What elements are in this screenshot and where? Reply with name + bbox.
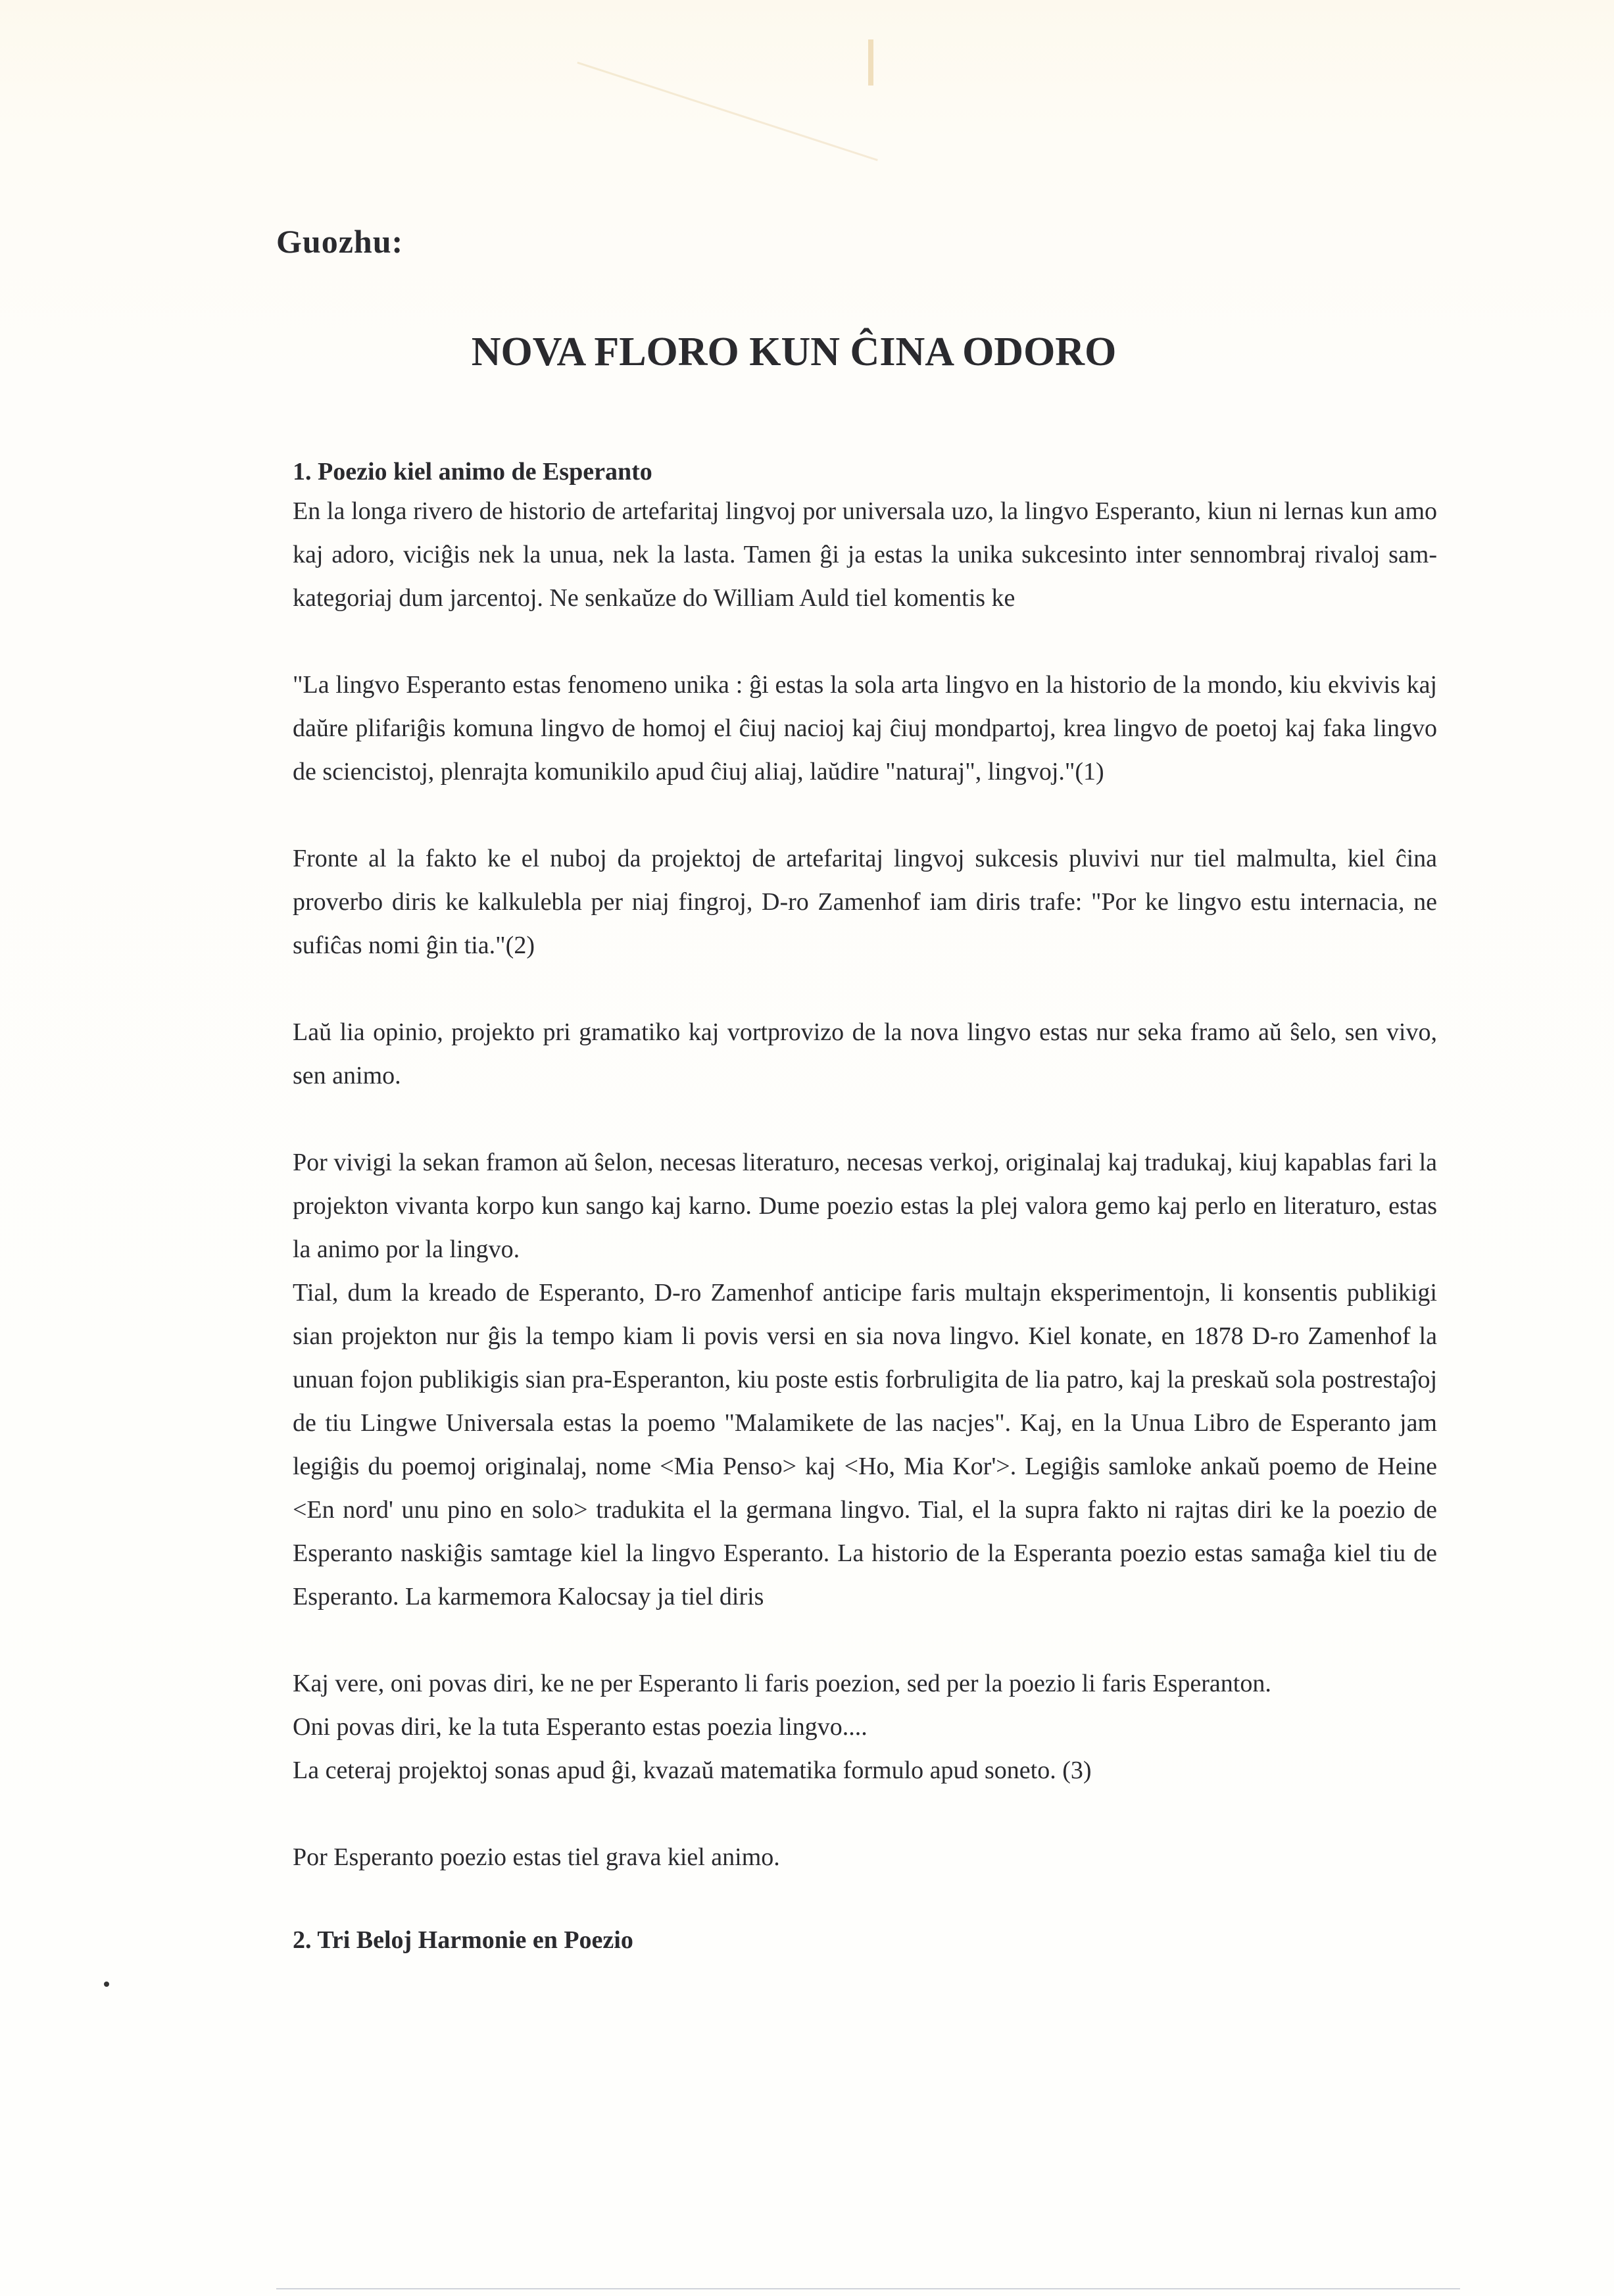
kalocsay-quote [293,1662,1437,1792]
spacer [293,1792,1437,1835]
paragraph-opinion: Laŭ lia opinio, projekto pri gramatiko kaj vortprovizo de la nova lingvo estas nur seka framo aŭ ŝelo, sen vivo, sen animo. [293,1018,1437,1089]
spacer [293,967,1437,1011]
spacer [293,1618,1437,1662]
paragraph-zamenhof-quote: Fronte al la fakto ke el nuboj da projektoj de artefaritaj lingvoj sukcesis pluvivi nur tiel malmulta, kiel ĉina proverbo diris ke kalkulebla per niaj fingroj, D-ro Zamenhof iam diris trafe: "Por ke lingvo estu internacia, ne sufiĉas nomi ĝin tia."(2) [293,845,1437,959]
section-1-intro: En la longa rivero de historio de artefaritaj lingvoj por universala uzo, la lingvo Esperanto, kiun ni lernas kun amo kaj adoro, viciĝis nek la unua, nek la lasta. Tamen ĝi ja estas la unika sukcesinto inter sennombraj rivaloj sam-kategoriaj dum jarcentoj. Ne senkaŭze do William Auld tiel komentis ke [293,497,1437,612]
kalocsay-quote-line: Oni povas diri, ke la tuta Esperanto estas poezia lingvo.... [293,1713,868,1741]
paper-stain-mark [868,39,873,86]
section-1-heading: 1. Poezio kiel animo de Esperanto [293,458,652,486]
document-title: NOVA FLORO KUN ĈINA ODORO [471,330,1117,374]
page-edge-line [276,2288,1460,2289]
paragraph-history: Tial, dum la kreado de Esperanto, D-ro Zamenhof anticipe faris multajn eksperimentojn, li konsentis publikigi sian projekton nur ĝis la tempo kiam li povis versi en sia nova lingvo. Kiel konate, en 1878 D-ro Zamenhof la unuan fojon publikigis sian pra-Esperanton, kiu poste estis forbruligita de lia patro, kaj la preskaŭ sola postrestaĵoj de tiu Lingwe Universala estas la poemo "Malamikete de las nacjes". Kaj, en la Unua Libro de Esperanto jam legiĝis du poemoj originalaj, nome <Mia Penso> kaj <Ho, Mia Kor'>. Legiĝis samloke ankaŭ poemo de Heine <En nord' unu pino en solo> tradukita el la germana lingvo. Tial, el la supra fakto ni rajtas diri ke la poezio de Esperanto naskiĝis samtage kiel la lingvo Esperanto. La historio de la Esperanta poezio estas samaĝa kiel tiu de Esperanto. La karmemora Kalocsay ja tiel diris [293,1279,1437,1610]
document-body [293,454,1437,1958]
kalocsay-quote-line: Kaj vere, oni povas diri, ke ne per Esperanto li faris poezion, sed per la poezio li faris Esperanton. [293,1670,1271,1697]
section-2-heading: 2. Tri Beloj Harmonie en Poezio [293,1926,633,1954]
kalocsay-quote-line: La ceteraj projektoj sonas apud ĝi, kvazaŭ matematika formulo apud soneto. (3) [293,1757,1092,1784]
spacer [293,1879,1437,1922]
spacer [293,793,1437,837]
paper-stain [577,5,896,161]
auld-quote: "La lingvo Esperanto estas fenomeno unika : ĝi estas la sola arta lingvo en la historio de la mondo, kiu ekvivis kaj daŭre plifariĝis komuna lingvo de homoj el ĉiuj nacioj kaj ĉiuj mondpartoj, krea lingvo de poetoj kaj faka lingvo de sciencistoj, plenrajta komunikilo apud ĉiuj aliaj, laŭdire "naturaj", lingvoj."(1) [293,671,1437,786]
conclusion: Por Esperanto poezio estas tiel grava kiel animo. [293,1843,780,1871]
spacer [293,620,1437,663]
author-name: Guozhu: [276,223,404,260]
spacer [293,1097,1437,1141]
scan-speck [104,1982,109,1987]
paragraph-literature: Por vivigi la sekan framon aŭ ŝelon, necesas literaturo, necesas verkoj, originalaj kaj tradukaj, kiuj kapablas fari la projekton vivanta korpo kun sango kaj karno. Dume poezio estas la plej valora gemo kaj perlo en literaturo, estas la animo por la lingvo. [293,1149,1437,1263]
